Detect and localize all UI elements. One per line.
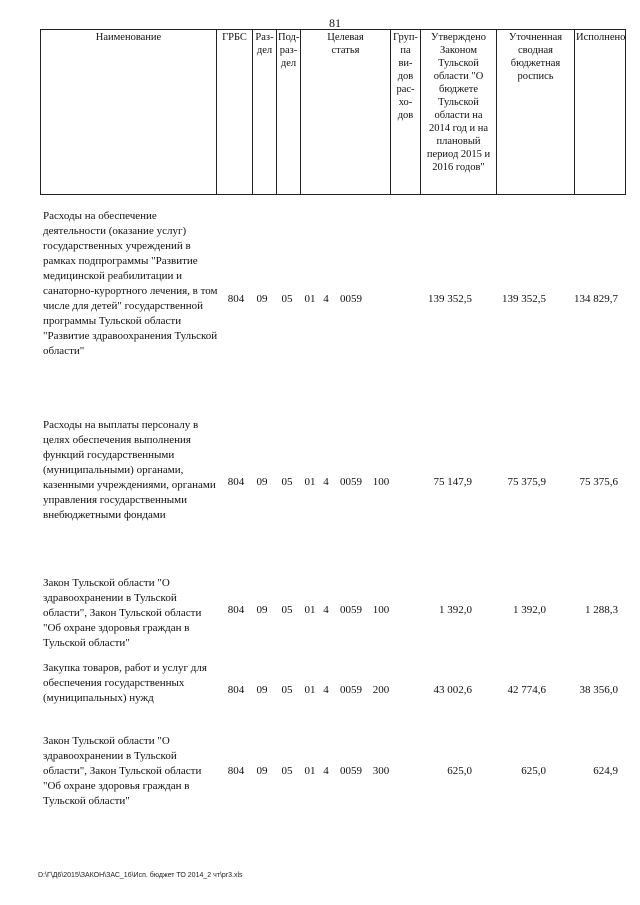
cell-revised: 139 352,5: [502, 293, 546, 305]
col-vr: Груп- па ви- дов рас- хо- дов: [391, 30, 421, 195]
cell-vr: 200: [372, 684, 390, 696]
cell-revised: 1 392,0: [513, 604, 546, 616]
cell-approved: 139 352,5: [428, 293, 472, 305]
cell-target-2: 4: [323, 684, 329, 696]
cell-target-2: 4: [323, 476, 329, 488]
cell-executed: 38 356,0: [579, 684, 618, 696]
col-name: Наименование: [41, 30, 217, 195]
cell-executed: 134 829,7: [574, 293, 618, 305]
table-header: [40, 29, 626, 195]
cell-target-2: 4: [323, 293, 329, 305]
cell-target-3: 0059: [340, 476, 362, 488]
cell-grbs: 804: [227, 604, 245, 616]
footer-file-path: D:\Г\Д6\2015\ЗАКОН\ЗАС_16\Исп. бюджет ТО 2014_2 чт\рr3.xls: [38, 872, 243, 879]
cell-razdel: 09: [256, 765, 268, 777]
cell-target-1: 01: [304, 604, 316, 616]
cell-revised: 625,0: [521, 765, 546, 777]
cell-approved: 1 392,0: [439, 604, 472, 616]
cell-revised: 75 375,9: [507, 476, 546, 488]
cell-razdel: 09: [256, 604, 268, 616]
col-razdel: Раз- дел: [253, 30, 277, 195]
cell-vr: 100: [372, 604, 390, 616]
col-approved: Утверждено Законом Тульской области "О бюджете Тульской области на 2014 год и на плановый период 2015 и 2016 годов": [421, 30, 497, 195]
cell-podrazdel: 05: [281, 765, 293, 777]
row-name: Закупка товаров, работ и услуг для обеспечения государственных (муниципальных) нужд: [43, 662, 207, 704]
cell-grbs: 804: [227, 476, 245, 488]
col-executed: Исполнено: [575, 30, 626, 195]
cell-vr: 100: [372, 476, 390, 488]
cell-razdel: 09: [256, 293, 268, 305]
cell-target-1: 01: [304, 684, 316, 696]
cell-approved: 75 147,9: [433, 476, 472, 488]
page-number: 81: [329, 16, 341, 30]
col-podrazdel: Под- раз- дел: [277, 30, 301, 195]
cell-podrazdel: 05: [281, 604, 293, 616]
cell-target-3: 0059: [340, 604, 362, 616]
cell-executed: 75 375,6: [579, 476, 618, 488]
cell-target-1: 01: [304, 765, 316, 777]
row-name: Закон Тульской области "О здравоохранении в Тульской области", Закон Тульской области "Об охране здоровья граждан в Тульской области": [43, 735, 202, 807]
cell-approved: 43 002,6: [433, 684, 472, 696]
cell-podrazdel: 05: [281, 476, 293, 488]
cell-razdel: 09: [256, 684, 268, 696]
cell-podrazdel: 05: [281, 293, 293, 305]
cell-target-2: 4: [323, 604, 329, 616]
cell-approved: 625,0: [447, 765, 472, 777]
cell-target-1: 01: [304, 476, 316, 488]
cell-target-3: 0059: [340, 293, 362, 305]
cell-podrazdel: 05: [281, 684, 293, 696]
row-name: Расходы на обеспечение деятельности (оказание услуг) государственных учреждений в рамках подпрограммы "Развитие медицинской реабилитации и санаторно-курортного лечения, в том числе для детей" государственной программы Тульской области "Развитие здравоохранения Тульской области": [43, 210, 218, 357]
cell-executed: 1 288,3: [585, 604, 618, 616]
col-target: Целевая статья: [301, 30, 391, 195]
cell-vr: 300: [372, 765, 390, 777]
cell-razdel: 09: [256, 476, 268, 488]
cell-target-3: 0059: [340, 684, 362, 696]
cell-grbs: 804: [227, 293, 245, 305]
row-name: Закон Тульской области "О здравоохранении в Тульской области", Закон Тульской области "Об охране здоровья граждан в Тульской области": [43, 577, 202, 649]
cell-grbs: 804: [227, 765, 245, 777]
cell-revised: 42 774,6: [507, 684, 546, 696]
cell-target-1: 01: [304, 293, 316, 305]
row-name: Расходы на выплаты персоналу в целях обеспечения выполнения функций государственными (муниципальными) органами, казенными учреждениями, органами управления государственными внебюджетными фондами: [43, 419, 216, 521]
cell-target-2: 4: [323, 765, 329, 777]
col-grbs: ГРБС: [217, 30, 253, 195]
col-revised: Уточненная сводная бюджетная роспись: [497, 30, 575, 195]
cell-grbs: 804: [227, 684, 245, 696]
cell-target-3: 0059: [340, 765, 362, 777]
cell-executed: 624,9: [593, 765, 618, 777]
